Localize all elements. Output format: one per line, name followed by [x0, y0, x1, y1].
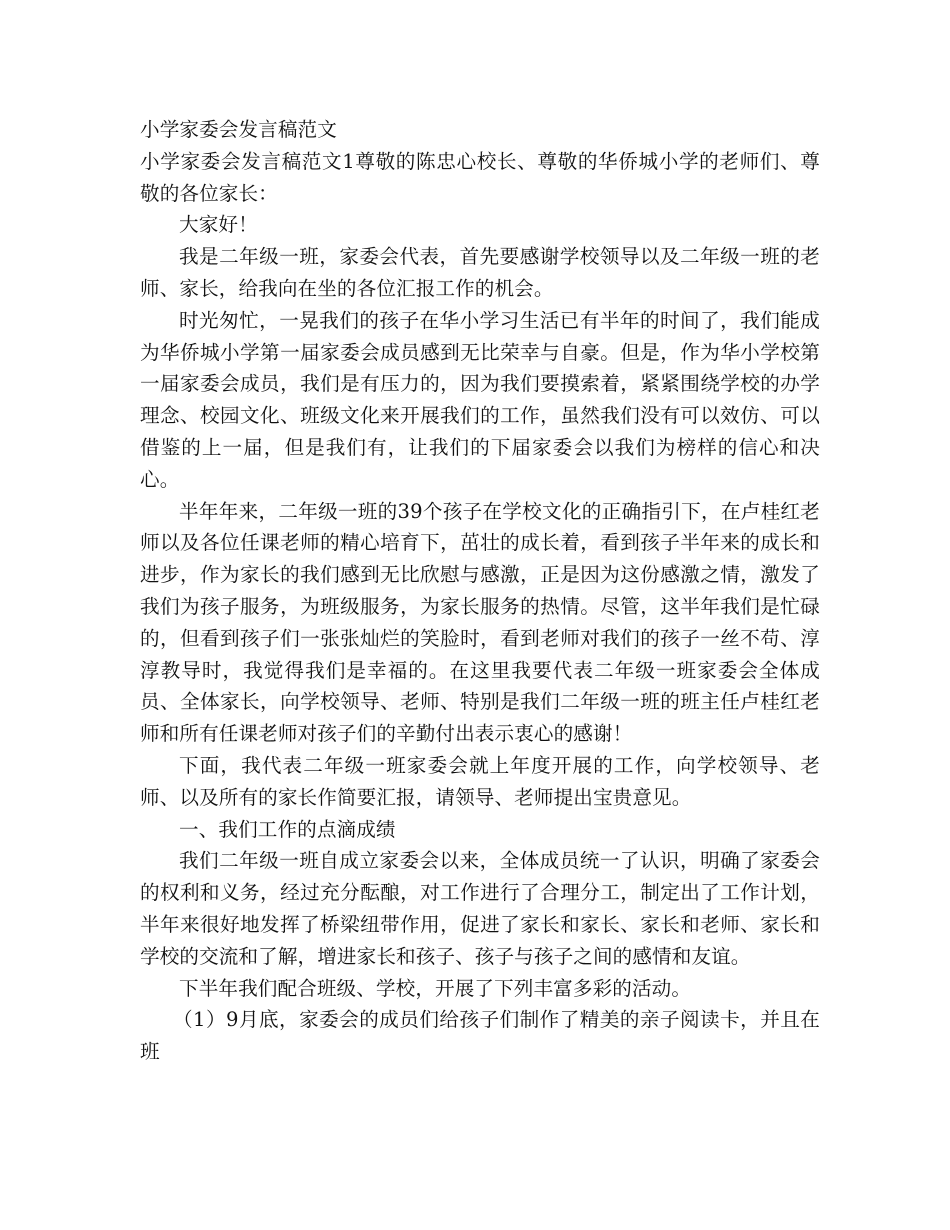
paragraph-greeting: 大家好！	[179, 213, 258, 237]
paragraph-report: 下面，我代表二年级一班家委会就上年度开展的工作，向学校领导、老师、以及所有的家长作简要汇报，请领导、老师提出宝贵意见。	[140, 753, 820, 809]
paragraph-activities: 下半年我们配合班级、学校，开展了下列丰富多彩的活动。	[179, 976, 692, 1000]
list-item-activity-1: （1）9月底，家委会的成员们给孩子们制作了精美的亲子阅读卡，并且在班	[140, 1008, 820, 1064]
intro-paragraph: 小学家委会发言稿范文1尊敬的陈忠心校长、尊敬的华侨城小学的老师们、尊敬的各位家长：	[140, 149, 820, 205]
paragraph-half-year: 半年年来，二年级一班的39个孩子在学校文化的正确指引下，在卢桂红老师以及各位任课老师的精心培育下，茁壮的成长着，看到孩子半年来的成长和进步，作为家长的我们感到无比欣慰与感激，正是因为这份感激之情，激发了我们为孩子服务，为班级服务，为家长服务的热情。尽管，这半年我们是忙碌的，但看到孩子们一张张灿烂的笑脸时，看到老师对我们的孩子一丝不苟、淳淳教导时，我觉得我们是幸福的。在这里我要代表二年级一班家委会全体成员、全体家长，向学校领导、老师、特别是我们二年级一班的班主任卢桂红老师和所有任课老师对孩子们的辛勤付出表示衷心的感谢！	[140, 499, 820, 746]
paragraph-introduction: 我是二年级一班，家委会代表，首先要感谢学校领导以及二年级一班的老师、家长，给我向在坐的各位汇报工作的机会。	[140, 245, 820, 300]
paragraph-committee-work: 我们二年级一班自成立家委会以来，全体成员统一了认识，明确了家委会的权利和义务，经过充分酝酿，对工作进行了合理分工，制定出了工作计划，半年来很好地发挥了桥梁纽带作用，促进了家长和家长、家长和老师、家长和学校的交流和了解，增进家长和孩子、孩子与孩子之间的感情和友谊。	[140, 849, 820, 968]
document-body	[140, 114, 820, 1068]
document-title: 小学家委会发言稿范文	[140, 118, 337, 141]
paragraph-time: 时光匆忙，一晃我们的孩子在华小学习生活已有半年的时间了，我们能成为华侨城小学第一届家委会成员感到无比荣幸与自豪。但是，作为华小学校第一届家委会成员，我们是有压力的，因为我们要摸索着，紧紧围绕学校的办学理念、校园文化、班级文化来开展我们的工作，虽然我们没有可以效仿、可以借鉴的上一届，但是我们有，让我们的下届家委会以我们为榜样的信心和决心。	[140, 308, 820, 491]
section-heading: 一、我们工作的点滴成绩	[179, 817, 396, 841]
